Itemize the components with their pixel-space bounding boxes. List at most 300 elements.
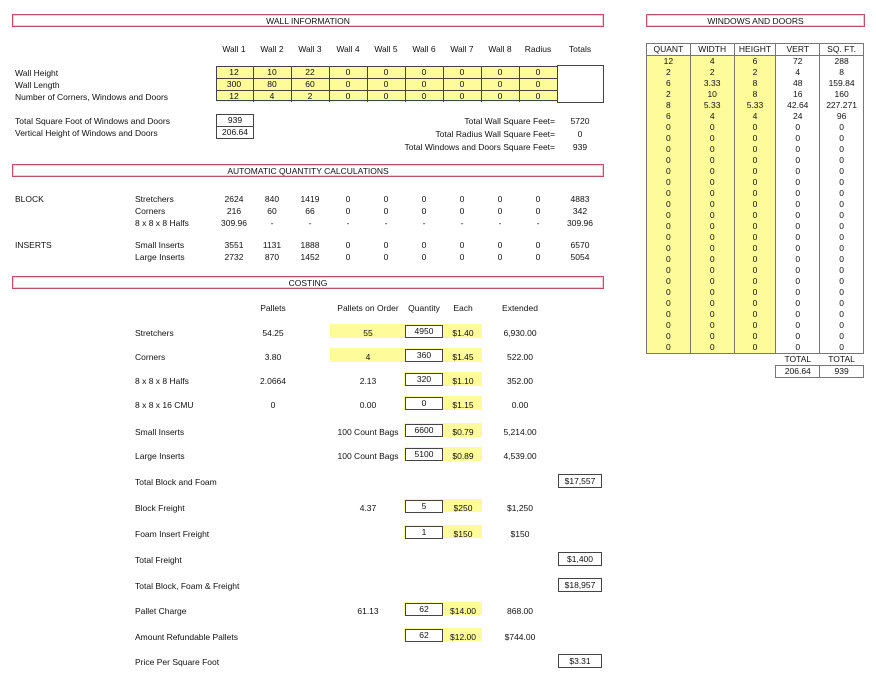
wd-row [647,298,864,309]
costing-on-order: 2.13 [359,376,377,386]
calc-cell: 1419 [300,194,320,204]
calc-cell: 309.96 [221,218,247,228]
wall-input-cell[interactable]: 12 [229,67,239,77]
total-block-foam-label: Total Block and Foam [135,477,217,487]
refund-ext: $744.00 [504,632,536,642]
wd-total-value [647,366,691,378]
wd-input-cell[interactable]: 2 [734,67,776,78]
calc-cell: 0 [497,240,503,250]
price-sqft-label: Price Per Square Foot [135,657,220,667]
calc-cell: 0 [459,206,465,216]
calc-cell: 0 [535,194,541,204]
costing-extended: 5,214.00 [503,427,537,437]
wd-calc-cell: 0 [820,122,864,133]
wd-input-cell[interactable]: 0 [734,254,776,265]
costing-on-order: 100 Count Bags [337,451,399,461]
wall-input-cell[interactable]: 0 [345,91,351,101]
inserts-section-label: INSERTS [15,240,52,250]
wd-input-cell[interactable]: 0 [690,144,734,155]
wd-input-cell[interactable]: 0 [690,133,734,144]
wd-input-cell[interactable]: 0 [647,254,691,265]
wd-col-header: HEIGHT [734,44,776,56]
wd-input-cell[interactable]: 0 [647,331,691,342]
price-sqft-value: $3.31 [558,654,602,668]
wd-row [647,232,864,243]
calc-cell: 0 [535,240,541,250]
wd-row [647,210,864,221]
calc-total: 6570 [570,240,590,250]
wall-input-cell[interactable]: 0 [497,79,503,89]
costing-row-label: Corners [135,352,166,362]
wd-input-cell[interactable]: 0 [647,265,691,276]
windows-doors-title: WINDOWS AND DOORS [707,16,804,26]
wall-input-cell[interactable]: 0 [383,91,389,101]
wd-calc-cell: 0 [820,166,864,177]
col-extended: Extended [502,303,538,313]
wall-col-header: Wall 3 [298,44,322,54]
calc-cell: 0 [383,240,389,250]
calc-cell: - [308,218,312,228]
wd-input-cell[interactable]: 0 [734,144,776,155]
wd-input-cell[interactable]: 0 [690,298,734,309]
costing-pallets: 3.80 [264,352,282,362]
wd-input-cell[interactable]: 4 [734,111,776,122]
calc-cell: 60 [267,206,277,216]
wd-input-cell[interactable]: 8 [647,100,691,111]
wd-input-cell[interactable]: 4 [690,111,734,122]
costing-pallets: 0 [270,400,276,410]
wd-input-cell[interactable]: 0 [647,232,691,243]
costing-extended: 352.00 [507,376,533,386]
wd-input-cell[interactable]: 0 [734,320,776,331]
wd-input-cell[interactable]: 0 [690,188,734,199]
wd-total-value: 206.64 [776,366,820,378]
calc-total: 4883 [570,194,590,204]
wall-input-cell[interactable]: 2 [307,91,313,101]
wd-total-value-row [647,366,864,378]
wall-col-header: Wall 6 [412,44,436,54]
wall-input-cell[interactable]: 0 [383,79,389,89]
wd-row [647,265,864,276]
wd-row [647,243,864,254]
wd-input-cell[interactable]: 0 [734,166,776,177]
wall-input-cell[interactable]: 0 [421,91,427,101]
costing-quantity[interactable]: 360 [405,349,443,362]
calc-cell: 0 [497,252,503,262]
wd-calc-cell: 0 [776,254,820,265]
wd-input-cell[interactable]: 0 [690,221,734,232]
wall-input-cell[interactable]: 0 [345,67,351,77]
wd-input-cell[interactable]: 5.33 [734,100,776,111]
wd-input-cell[interactable]: 3.33 [690,78,734,89]
col-on-order: Pallets on Order [337,303,399,313]
costing-row-label: Large Inserts [135,451,185,461]
foam-freight-qty: 1 [405,526,443,539]
costing-header [12,276,604,289]
wd-input-cell[interactable]: 0 [690,309,734,320]
wall-col-header: Wall 5 [374,44,398,54]
wd-input-cell[interactable]: 0 [734,309,776,320]
wd-input-cell[interactable]: 0 [647,144,691,155]
wd-input-cell[interactable]: 0 [690,276,734,287]
wd-calc-cell: 0 [776,177,820,188]
wd-input-cell[interactable]: 8 [734,89,776,100]
wall-col-header: Radius [524,44,552,54]
calc-cell: - [498,218,502,228]
wd-calc-cell: 0 [776,276,820,287]
calc-cell: - [270,218,274,228]
wd-input-cell[interactable]: 6 [647,78,691,89]
wd-input-cell[interactable]: 0 [734,276,776,287]
wd-input-cell[interactable]: 0 [647,122,691,133]
wall-input-cell[interactable]: 0 [421,79,427,89]
wd-input-cell[interactable]: 0 [647,342,691,354]
wd-calc-cell: 0 [776,144,820,155]
wd-input-cell[interactable]: 5.33 [690,100,734,111]
wd-input-cell[interactable]: 0 [690,254,734,265]
wd-input-cell[interactable]: 0 [647,287,691,298]
calc-cell: 0 [497,206,503,216]
wd-calc-cell: 0 [820,155,864,166]
wd-input-cell[interactable]: 0 [647,221,691,232]
wd-input-cell[interactable]: 0 [690,210,734,221]
col-each: Each [453,303,473,313]
wd-calc-cell: 0 [776,331,820,342]
costing-quantity[interactable]: 6600 [405,424,443,437]
calc-cell: 0 [345,252,351,262]
costing-extended: 4,539.00 [503,451,537,461]
wd-calc-cell: 16 [776,89,820,100]
wd-calc-cell: 0 [776,243,820,254]
total-freight-value: $1,400 [558,552,602,566]
wd-input-cell[interactable]: 0 [647,133,691,144]
wd-total-label: TOTAL [784,354,812,364]
block-section-label: BLOCK [15,194,44,204]
wd-input-cell[interactable]: 0 [734,199,776,210]
wd-input-cell[interactable]: 6 [647,111,691,122]
wd-total-value: 939 [820,366,864,378]
wd-row [647,166,864,177]
wd-input-cell[interactable]: 0 [647,166,691,177]
total-sqft-wd-label: Total Square Foot of Windows and Doors [15,116,170,126]
costing-on-order: 0.00 [359,400,377,410]
wd-row [647,199,864,210]
wd-calc-cell: 0 [820,276,864,287]
wd-calc-cell: 72 [776,56,820,68]
total-all-label: Total Block, Foam & Freight [135,581,240,591]
wall-input-cell[interactable]: 80 [267,79,277,89]
pallet-charge-each: $14.00 [450,606,476,616]
costing-each[interactable]: $0.79 [452,427,474,437]
wd-row [647,320,864,331]
wall-info-header [12,14,604,27]
wd-calc-cell: 0 [776,210,820,221]
auto-calc-header [12,164,604,177]
wd-input-cell[interactable]: 0 [647,298,691,309]
wd-input-cell[interactable]: 0 [690,331,734,342]
wd-input-cell[interactable]: 2 [647,67,691,78]
calc-cell: 0 [459,194,465,204]
wall-input-cell[interactable]: 0 [535,91,541,101]
wd-calc-cell: 0 [820,298,864,309]
wall-input-cell[interactable]: 10 [267,67,277,77]
pallet-charge-label: Pallet Charge [135,606,187,616]
wd-calc-cell: 0 [820,331,864,342]
wall-input-cell[interactable]: 0 [497,67,503,77]
wd-input-cell[interactable]: 0 [690,320,734,331]
costing-each[interactable]: $1.15 [452,400,474,410]
wall-input-cell[interactable]: 12 [229,91,239,101]
wd-input-cell[interactable]: 0 [734,298,776,309]
costing-each[interactable]: $1.40 [452,328,474,338]
costing-row-label: 8 x 8 x 16 CMU [135,400,194,410]
block-freight-qty: 5 [405,500,443,513]
wd-row [647,56,864,68]
pallet-charge-ext: 868.00 [507,606,533,616]
calc-cell: 0 [383,206,389,216]
wd-sqft-label: Total Windows and Doors Square Feet= [404,142,555,152]
wd-row [647,78,864,89]
wd-total-label [647,354,691,366]
wd-row [647,144,864,155]
wd-input-cell[interactable]: 0 [690,155,734,166]
calc-cell: 0 [383,252,389,262]
calc-row-label: Corners [135,206,166,216]
wd-input-cell[interactable]: 0 [734,287,776,298]
wd-input-cell[interactable]: 12 [647,56,691,68]
costing-quantity[interactable]: 0 [405,397,443,410]
wd-input-cell[interactable]: 0 [734,155,776,166]
wall-input-cell[interactable]: 300 [226,79,242,89]
wall-col-header: Wall 8 [488,44,512,54]
wd-input-cell[interactable]: 6 [734,56,776,68]
refund-each: $12.00 [450,632,476,642]
wd-calc-cell: 96 [820,111,864,122]
wd-calc-cell: 0 [776,133,820,144]
wd-input-cell[interactable]: 0 [647,276,691,287]
wall-input-cell[interactable]: 22 [305,67,315,77]
wall-input-cell[interactable]: 0 [535,67,541,77]
wd-calc-cell: 42.64 [776,100,820,111]
wall-input-cell[interactable]: 0 [535,79,541,89]
costing-extended: 6,930.00 [503,328,537,338]
wd-input-cell[interactable]: 0 [690,122,734,133]
wd-calc-cell: 0 [776,309,820,320]
costing-pallets: 54.25 [262,328,284,338]
calc-cell: - [536,218,540,228]
wd-input-cell[interactable]: 0 [647,155,691,166]
wd-row [647,309,864,320]
wall-input-cell[interactable]: 0 [459,91,465,101]
wd-calc-cell: 0 [820,265,864,276]
calc-cell: 870 [264,252,280,262]
wall-input-cell[interactable]: 0 [497,91,503,101]
wall-info-title: WALL INFORMATION [266,16,350,26]
wd-calc-cell: 0 [820,309,864,320]
wd-header-row [647,44,864,56]
costing-pallets: 2.0664 [260,376,286,386]
calc-cell: 0 [459,240,465,250]
wd-input-cell[interactable]: 0 [690,243,734,254]
costing-row-label: Small Inserts [135,427,185,437]
wd-input-cell[interactable]: 0 [690,166,734,177]
wd-input-cell[interactable]: 0 [734,133,776,144]
costing-extended: 0.00 [511,400,529,410]
radius-sqft-label: Total Radius Wall Square Feet= [435,129,555,139]
calc-cell: 1131 [262,240,282,250]
wd-total-value [690,366,734,378]
wd-total-label: TOTAL [828,354,855,364]
wd-calc-cell: 0 [776,298,820,309]
total-block-foam-value: $17,557 [558,474,602,488]
calc-cell: 0 [459,252,465,262]
wd-calc-cell: 0 [820,210,864,221]
wd-input-cell[interactable]: 0 [647,188,691,199]
wd-input-cell[interactable]: 0 [734,331,776,342]
wd-input-cell[interactable]: 0 [690,287,734,298]
calc-total: 5054 [570,252,590,262]
costing-on-order[interactable]: 55 [363,328,373,338]
wd-input-cell[interactable]: 0 [647,199,691,210]
wd-input-cell[interactable]: 10 [690,89,734,100]
calc-cell: 3551 [224,240,244,250]
windows-doors-header [646,14,865,27]
wd-sqft-value: 939 [572,142,588,152]
calc-cell: 216 [226,206,242,216]
calc-row-label: Large Inserts [135,252,185,262]
grid-line [216,78,602,79]
wd-input-cell[interactable]: 2 [647,89,691,100]
wd-input-cell[interactable]: 0 [734,188,776,199]
costing-title: COSTING [288,278,328,288]
pallet-charge-pallets: 61.13 [357,606,379,616]
calc-cell: 0 [345,206,351,216]
costing-quantity[interactable]: 4950 [405,325,443,338]
corners-label: Number of Corners, Windows and Doors [15,92,169,102]
foam-freight-label: Foam Insert Freight [135,529,210,539]
wall-input-cell[interactable]: 0 [459,79,465,89]
costing-each[interactable]: $1.10 [452,376,474,386]
wd-calc-cell: 0 [820,342,864,354]
wd-calc-cell: 0 [820,320,864,331]
wall-input-cell[interactable]: 0 [383,67,389,77]
vert-height-wd-label: Vertical Height of Windows and Doors [15,128,158,138]
wd-row [647,67,864,78]
wd-col-header: VERT [776,44,820,56]
calc-row-label: 8 x 8 x 8 Halfs [135,218,189,228]
wd-input-cell[interactable]: 0 [734,122,776,133]
wd-input-cell[interactable]: 0 [690,199,734,210]
wd-input-cell[interactable]: 0 [734,210,776,221]
wd-col-header: SQ. FT. [820,44,864,56]
wall-input-cell[interactable]: 4 [269,91,275,101]
wd-calc-cell: 0 [776,287,820,298]
wall-input-cell[interactable]: 0 [459,67,465,77]
wall-col-header: Wall 1 [222,44,246,54]
wd-input-cell[interactable]: 2 [690,67,734,78]
wd-input-cell[interactable]: 0 [690,177,734,188]
wall-input-cell[interactable]: 60 [305,79,315,89]
wd-input-cell[interactable]: 0 [690,265,734,276]
wd-total-label-row [647,354,864,366]
windows-doors-table [646,43,864,378]
wd-input-cell[interactable]: 0 [690,342,734,354]
calc-row-label: Stretchers [135,194,174,204]
wd-input-cell[interactable]: 0 [734,221,776,232]
wd-total-label [734,354,776,366]
calc-cell: 0 [345,240,351,250]
costing-each[interactable]: $0.89 [452,451,474,461]
calc-total: 342 [572,206,588,216]
wd-input-cell[interactable]: 0 [647,177,691,188]
wd-input-cell[interactable]: 0 [734,177,776,188]
wd-row [647,342,864,354]
wd-input-cell[interactable]: 0 [734,232,776,243]
wd-calc-cell: 227.271 [820,100,864,111]
refund-label: Amount Refundable Pallets [135,632,239,642]
wd-input-cell[interactable]: 0 [647,320,691,331]
calc-cell: 0 [535,206,541,216]
wd-calc-cell: 24 [776,111,820,122]
wd-input-cell[interactable]: 0 [647,243,691,254]
wd-calc-cell: 0 [820,199,864,210]
wd-calc-cell: 48 [776,78,820,89]
costing-each[interactable]: $1.45 [452,352,474,362]
wall-length-label: Wall Length [15,80,60,90]
wd-col-header: QUANT [647,44,691,56]
wd-input-cell[interactable]: 0 [690,232,734,243]
wall-input-cell[interactable]: 0 [345,79,351,89]
wall-height-label: Wall Height [15,68,59,78]
wd-col-header: WIDTH [690,44,734,56]
wd-input-cell[interactable]: 0 [734,265,776,276]
wd-row [647,254,864,265]
costing-quantity[interactable]: 5100 [405,448,443,461]
wd-row [647,188,864,199]
wd-calc-cell: 0 [820,144,864,155]
wall-input-cell[interactable]: 0 [421,67,427,77]
wd-calc-cell: 0 [820,221,864,232]
wd-row [647,89,864,100]
wd-calc-cell: 8 [820,67,864,78]
calc-cell: 0 [345,194,351,204]
wall-totals-column [557,65,604,103]
costing-quantity[interactable]: 320 [405,373,443,386]
wd-calc-cell: 0 [776,199,820,210]
wd-calc-cell: 0 [820,133,864,144]
wd-calc-cell: 0 [776,221,820,232]
wd-input-cell[interactable]: 4 [690,56,734,68]
wall-col-header: Wall 4 [336,44,360,54]
wd-input-cell[interactable]: 8 [734,78,776,89]
calc-cell: 0 [421,194,427,204]
radius-sqft-value: 0 [577,129,583,139]
wd-input-cell[interactable]: 0 [647,309,691,320]
foam-freight-each: $150 [453,529,473,539]
wd-input-cell[interactable]: 0 [734,243,776,254]
wd-input-cell[interactable]: 0 [734,342,776,354]
col-pallets: Pallets [260,303,286,313]
calc-cell: 0 [421,240,427,250]
wd-row [647,287,864,298]
costing-on-order[interactable]: 4 [365,352,371,362]
wd-input-cell[interactable]: 0 [647,210,691,221]
block-freight-ext: $1,250 [507,503,533,513]
calc-cell: 0 [421,206,427,216]
wd-calc-cell: 0 [820,243,864,254]
calc-cell: 840 [264,194,280,204]
calc-cell: 0 [535,252,541,262]
